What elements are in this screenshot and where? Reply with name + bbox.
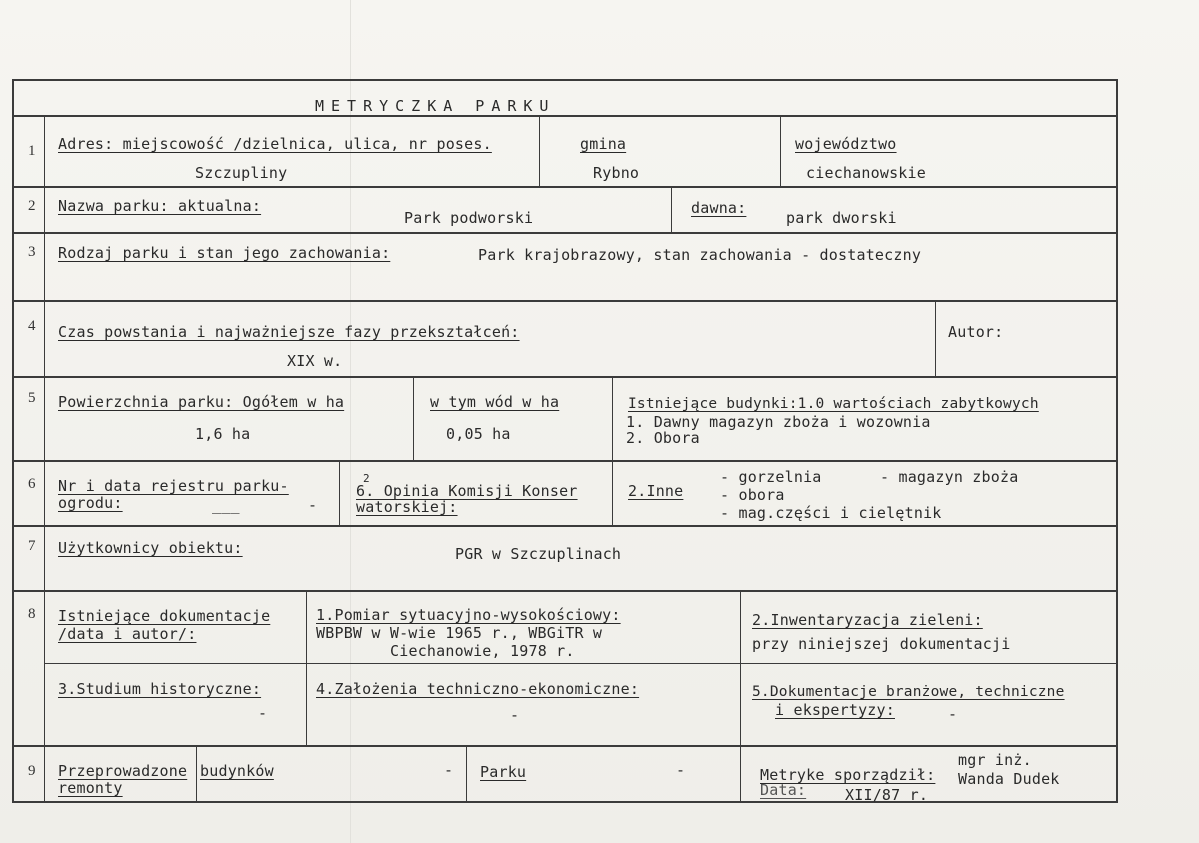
row-number: 7 bbox=[28, 538, 36, 554]
row-divider bbox=[12, 300, 1118, 302]
former-name-value: park dworski bbox=[786, 209, 897, 227]
cell-divider bbox=[539, 115, 540, 186]
survey-value: WBPBW w W-wie 1965 r., WBGiTR w bbox=[316, 624, 603, 642]
park-name-label: Nazwa parku: aktualna: bbox=[58, 197, 262, 215]
register-value: - bbox=[308, 496, 318, 514]
technical-assumptions-label: 4.Założenia techniczno-ekonomiczne: bbox=[316, 680, 640, 698]
opinion-label: 6. Opinia Komisji Konser bbox=[356, 482, 578, 500]
branch-documentation-label: i ekspertyzy: bbox=[775, 701, 895, 719]
register-value: ___ bbox=[212, 496, 240, 514]
water-area-value: 0,05 ha bbox=[446, 425, 511, 443]
other-buildings-item: - obora bbox=[720, 486, 785, 504]
branch-documentation-label: 5.Dokumentacje branżowe, techniczne bbox=[752, 684, 1065, 700]
renovations-label: Przeprowadzone bbox=[58, 762, 188, 780]
cell-divider bbox=[339, 460, 340, 525]
cell-divider bbox=[780, 115, 781, 186]
park-type-value: Park krajobrazowy, stan zachowania - dostateczny bbox=[478, 246, 922, 264]
documentation-label: /data i autor/: bbox=[58, 625, 197, 643]
author-label: Autor: bbox=[948, 323, 1004, 341]
buildings-item: 1. Dawny magazyn zboża i wozownia bbox=[626, 413, 931, 431]
register-label: Nr i data rejestru parku- bbox=[58, 477, 289, 495]
other-buildings-label: 2.Inne bbox=[628, 482, 684, 500]
prepared-by-label: Metryke sporządził: bbox=[760, 766, 936, 784]
cell-divider bbox=[612, 376, 613, 460]
opinion-superscript: 2 bbox=[363, 472, 370, 485]
row-divider bbox=[12, 745, 1118, 747]
water-area-label: w tym wód w ha bbox=[430, 393, 560, 411]
other-buildings-item: - magazyn zboża bbox=[880, 468, 1019, 486]
branch-documentation-value: - bbox=[948, 705, 958, 723]
author-name: Wanda Dudek bbox=[958, 770, 1060, 788]
history-label: Czas powstania i najważniejsze fazy przekształceń: bbox=[58, 323, 520, 341]
cell-divider bbox=[466, 745, 467, 803]
cell-divider bbox=[196, 745, 197, 803]
buildings-item: 2. Obora bbox=[626, 429, 700, 447]
gmina-label: gmina bbox=[580, 135, 627, 153]
cell-divider bbox=[306, 590, 307, 745]
row-divider bbox=[12, 590, 1118, 592]
row-number: 6 bbox=[28, 476, 36, 492]
gmina-value: Rybno bbox=[593, 164, 640, 182]
voivodeship-value: ciechanowskie bbox=[806, 164, 926, 182]
survey-label: 1.Pomiar sytuacyjno-wysokościowy: bbox=[316, 606, 621, 624]
date-label: Data: bbox=[760, 781, 807, 799]
park-type-label: Rodzaj parku i stan jego zachowania: bbox=[58, 244, 391, 262]
row-number: 4 bbox=[28, 318, 36, 334]
row-number: 1 bbox=[28, 143, 36, 159]
voivodeship-label: województwo bbox=[795, 135, 897, 153]
row-divider bbox=[12, 376, 1118, 378]
cell-divider bbox=[740, 590, 741, 745]
row-number: 5 bbox=[28, 390, 36, 406]
row-divider bbox=[45, 663, 1118, 664]
renovations-label: remonty bbox=[58, 779, 123, 797]
date-value: XII/87 r. bbox=[845, 786, 929, 804]
row-divider bbox=[12, 460, 1118, 462]
technical-assumptions-value: - bbox=[510, 706, 520, 724]
row-number: 2 bbox=[28, 198, 36, 214]
documentation-label: Istniejące dokumentacje bbox=[58, 607, 271, 625]
row-number: 9 bbox=[28, 763, 36, 779]
row-divider bbox=[12, 115, 1118, 117]
other-buildings-item: - gorzelnia bbox=[720, 468, 822, 486]
renovations-buildings-label: budynków bbox=[200, 762, 274, 780]
survey-value: Ciechanowie, 1978 r. bbox=[390, 642, 575, 660]
history-value: XIX w. bbox=[287, 352, 343, 370]
inventory-value: przy niniejszej dokumentacji bbox=[752, 635, 1011, 653]
row-divider bbox=[12, 232, 1118, 234]
cell-divider bbox=[935, 300, 936, 376]
historical-study-value: - bbox=[258, 704, 268, 722]
buildings-label: Istniejące budynki:1.0 wartościach zabytkowych bbox=[628, 396, 1039, 412]
number-column-divider bbox=[44, 115, 45, 803]
cell-divider bbox=[612, 460, 613, 525]
other-buildings-item: - mag.części i cielętnik bbox=[720, 504, 942, 522]
address-label: Adres: miejscowość /dzielnica, ulica, nr poses. bbox=[58, 135, 492, 153]
area-value: 1,6 ha bbox=[195, 425, 251, 443]
register-label: ogrodu: bbox=[58, 494, 123, 512]
inventory-label: 2.Inwentaryzacja zieleni: bbox=[752, 611, 983, 629]
renovations-park-value: - bbox=[676, 761, 686, 779]
address-value: Szczupliny bbox=[195, 164, 288, 182]
row-divider bbox=[12, 186, 1118, 188]
document-title: METRYCZKA PARKU bbox=[315, 97, 556, 115]
users-value: PGR w Szczuplinach bbox=[455, 545, 622, 563]
park-name-value: Park podworski bbox=[404, 209, 534, 227]
area-label: Powierzchnia parku: Ogółem w ha bbox=[58, 393, 345, 411]
row-divider bbox=[12, 525, 1118, 527]
opinion-label: watorskiej: bbox=[356, 498, 458, 516]
renovations-buildings-value: - bbox=[444, 761, 454, 779]
author-title: mgr inż. bbox=[958, 751, 1032, 769]
historical-study-label: 3.Studium historyczne: bbox=[58, 680, 262, 698]
renovations-park-label: Parku bbox=[480, 763, 527, 781]
former-name-label: dawna: bbox=[691, 199, 747, 217]
users-label: Użytkownicy obiektu: bbox=[58, 539, 243, 557]
row-number: 3 bbox=[28, 244, 36, 260]
cell-divider bbox=[740, 745, 741, 803]
cell-divider bbox=[413, 376, 414, 460]
cell-divider bbox=[671, 186, 672, 232]
row-number: 8 bbox=[28, 606, 36, 622]
